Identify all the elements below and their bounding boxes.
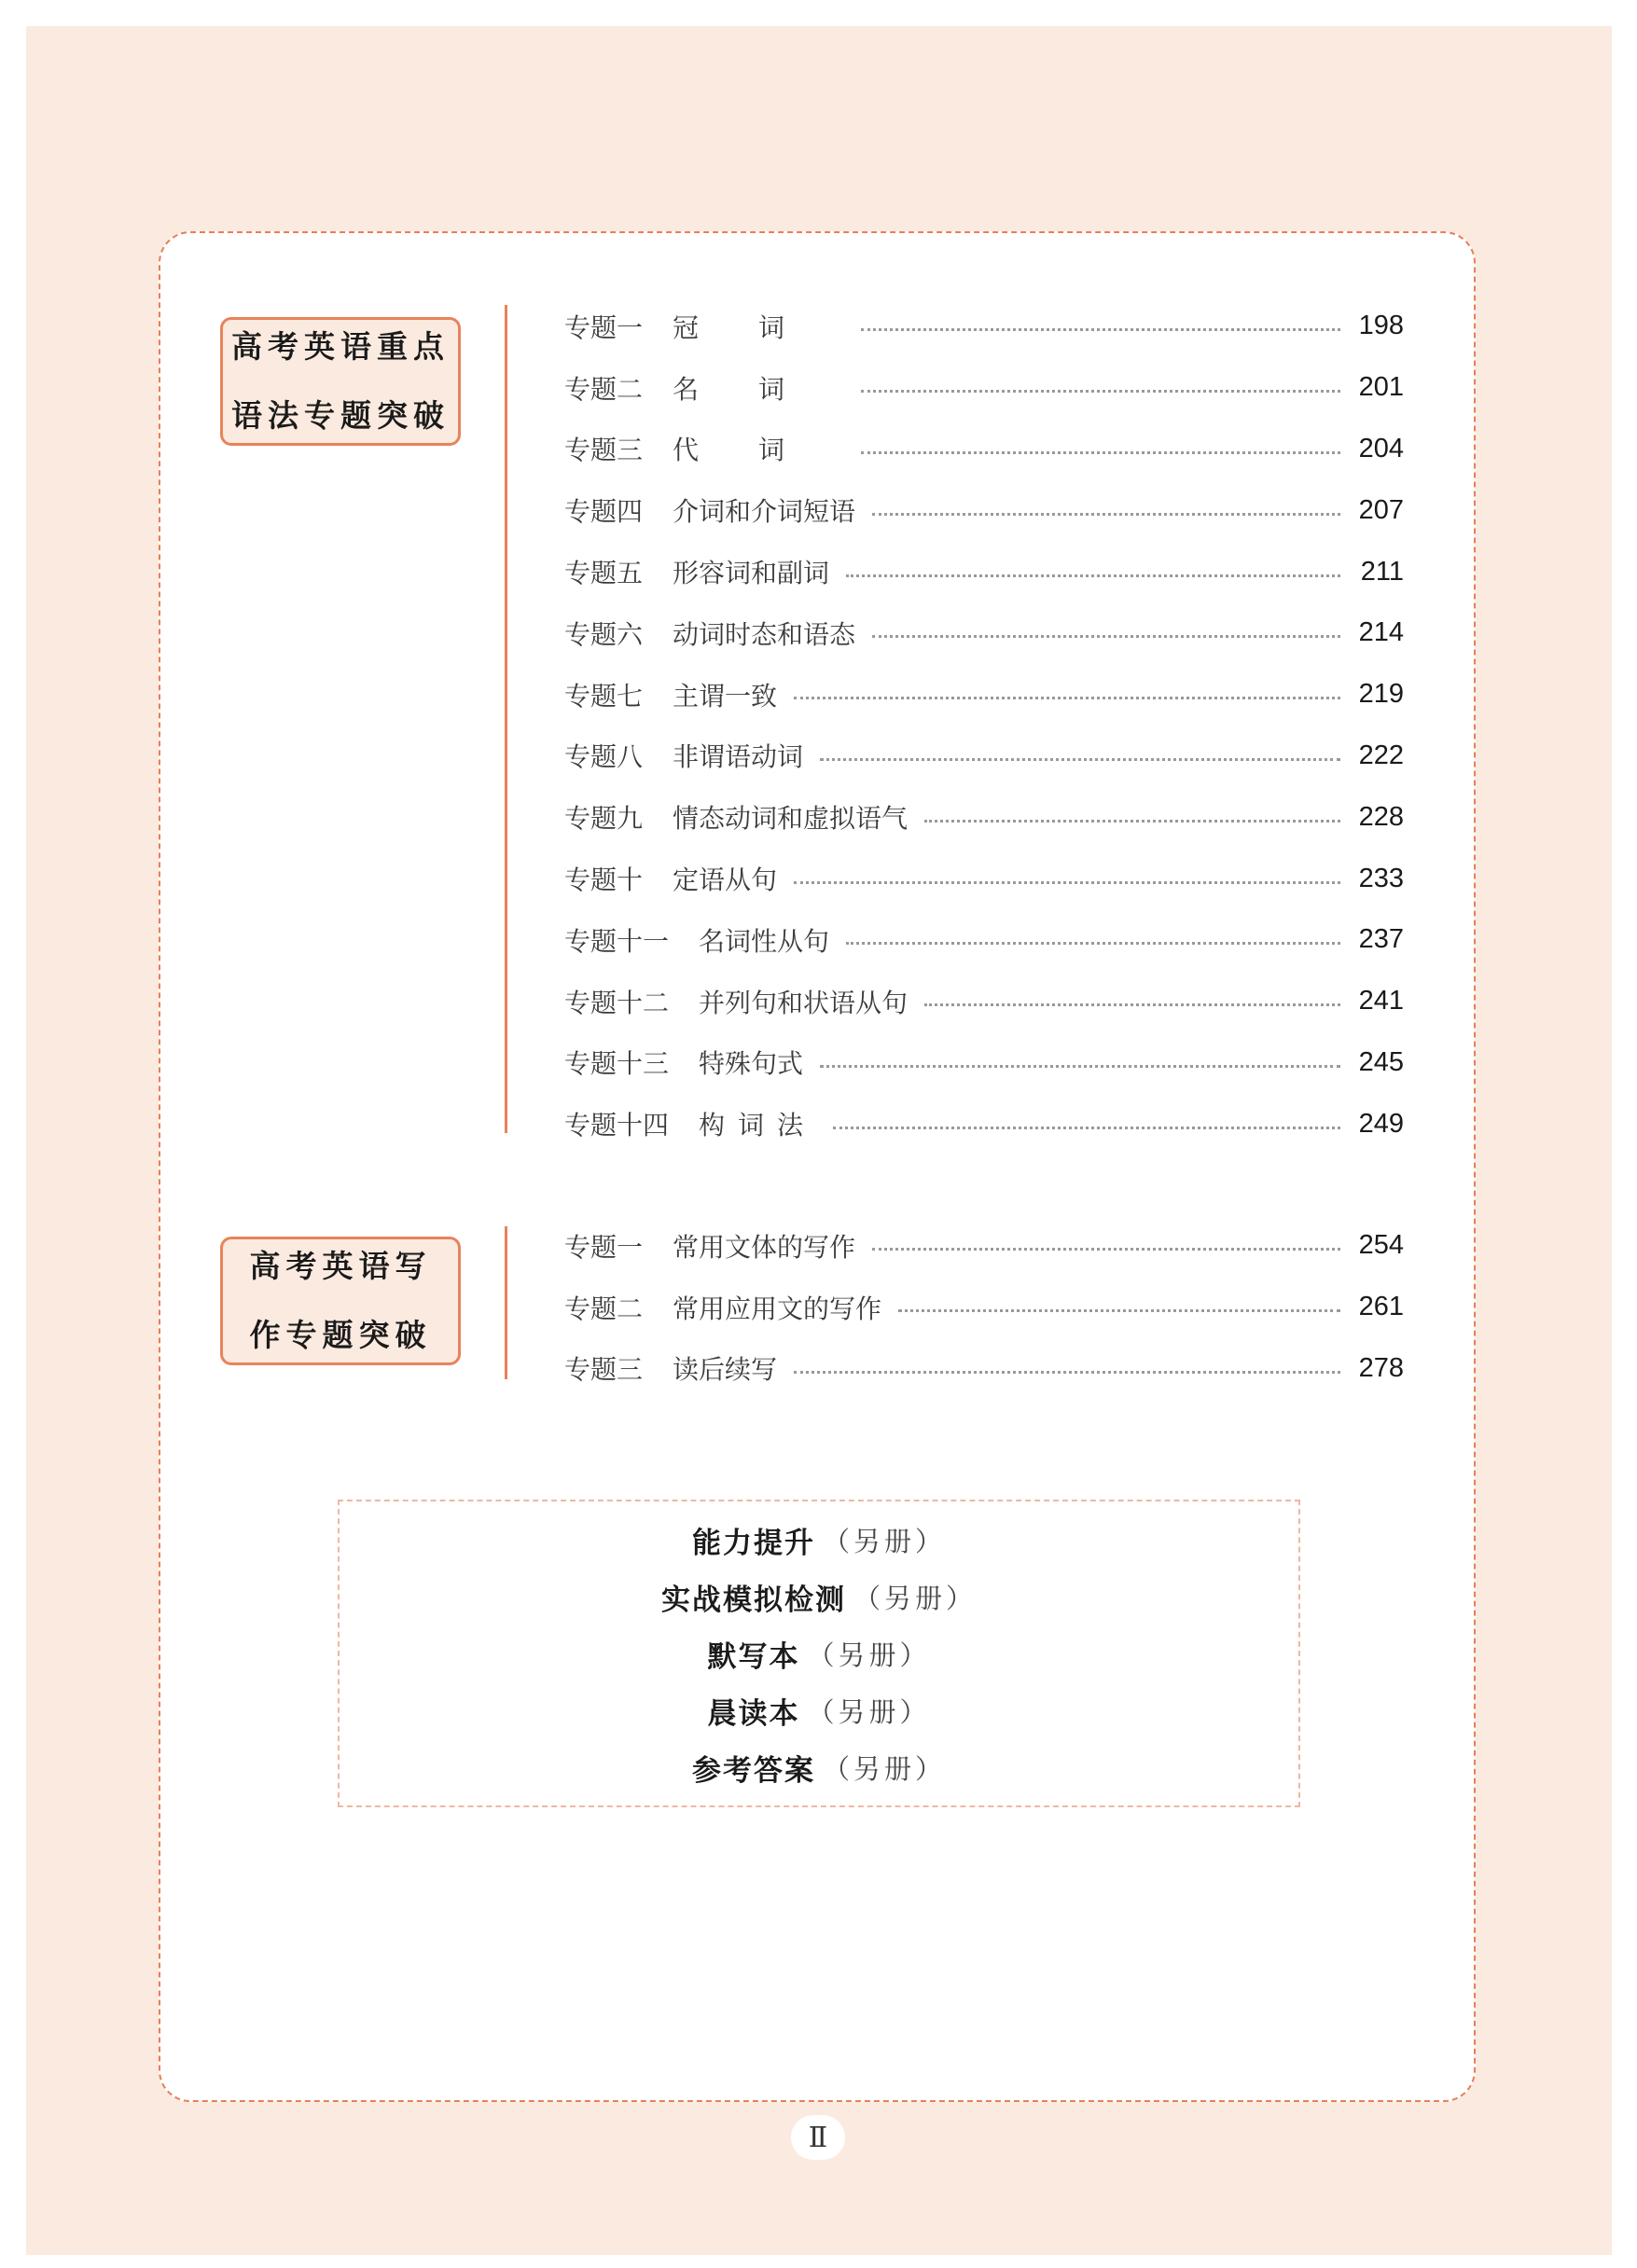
toc-item[interactable] — [564, 909, 1404, 971]
toc-topic-number: 专题三 — [564, 1354, 644, 1386]
toc-topic-number: 专题八 — [564, 741, 644, 773]
toc-list-writing — [564, 1215, 1404, 1399]
toc-page-number: 219 — [1358, 679, 1404, 710]
toc-topic-number: 专题十三 — [564, 1048, 670, 1080]
toc-dot-leader — [861, 328, 1340, 331]
toc-dot-leader — [861, 390, 1340, 393]
toc-item[interactable] — [564, 541, 1404, 602]
toc-topic-title: 构词法 — [699, 1110, 817, 1141]
toc-topic-title: 读后续写 — [673, 1354, 778, 1386]
toc-topic-title: 形容词和副词 — [673, 558, 830, 589]
supplement-title: 默写本 — [707, 1639, 800, 1674]
toc-topic-number: 专题二 — [564, 1293, 644, 1324]
toc-dot-leader — [924, 820, 1340, 823]
toc-item[interactable] — [564, 1093, 1404, 1155]
toc-dot-leader — [794, 881, 1340, 884]
toc-page-number: 201 — [1358, 372, 1404, 403]
supplement-title: 实战模拟检测 — [660, 1583, 846, 1617]
toc-dot-leader — [794, 697, 1340, 699]
section-label-grammar — [220, 317, 461, 446]
toc-page-number: 233 — [1358, 863, 1404, 893]
toc-topic-number: 专题十一 — [564, 925, 670, 957]
toc-topic-number: 专题七 — [564, 680, 644, 712]
supplement-item[interactable] — [692, 1739, 946, 1796]
toc-item[interactable] — [564, 726, 1404, 787]
toc-dot-leader — [872, 513, 1340, 516]
toc-item[interactable] — [564, 296, 1404, 357]
toc-topic-title: 情态动词和虚拟语气 — [673, 803, 909, 835]
toc-topic-title: 主谓一致 — [673, 680, 778, 712]
section-divider — [505, 1226, 507, 1379]
toc-topic-number: 专题九 — [564, 803, 644, 835]
toc-page-number: 237 — [1358, 924, 1404, 955]
toc-topic-number: 专题二 — [564, 373, 644, 405]
toc-dot-leader — [846, 574, 1340, 577]
toc-topic-title: 名词性从句 — [699, 925, 830, 957]
toc-topic-title: 并列句和状语从句 — [699, 987, 909, 1018]
toc-page-number: 254 — [1358, 1230, 1404, 1261]
toc-page-number: 261 — [1358, 1292, 1404, 1322]
toc-topic-title: 介词和介词短语 — [673, 496, 856, 528]
section-label-line: 高考英语重点 — [231, 328, 450, 365]
supplement-item[interactable] — [707, 1625, 930, 1682]
toc-dot-leader — [820, 758, 1340, 761]
toc-page-number: 207 — [1358, 494, 1404, 525]
toc-topic-title: 特殊句式 — [699, 1048, 804, 1080]
toc-list-grammar — [564, 296, 1404, 1155]
supplement-title: 参考答案 — [691, 1753, 815, 1788]
toc-topic-title: 冠词 — [673, 311, 845, 343]
toc-topic-number: 专题五 — [564, 558, 644, 589]
toc-item[interactable] — [564, 357, 1404, 419]
toc-topic-number: 专题十二 — [564, 987, 670, 1018]
toc-page-number: 222 — [1358, 740, 1404, 770]
supplement-note: （另册） — [807, 1695, 931, 1728]
toc-item[interactable] — [564, 1277, 1404, 1338]
toc-topic-title: 代词 — [673, 435, 845, 466]
toc-dot-leader — [794, 1371, 1340, 1374]
toc-dot-leader — [872, 1248, 1340, 1251]
toc-page-number: 214 — [1358, 617, 1404, 648]
toc-topic-number: 专题十四 — [564, 1110, 670, 1141]
toc-topic-title: 定语从句 — [673, 864, 778, 896]
toc-topic-number: 专题十 — [564, 864, 644, 896]
page-number: Ⅱ — [791, 2115, 845, 2160]
toc-item[interactable] — [564, 971, 1404, 1032]
toc-dot-leader — [872, 635, 1340, 638]
toc-item[interactable] — [564, 1215, 1404, 1277]
toc-topic-number: 专题三 — [564, 435, 644, 466]
supplement-box — [338, 1500, 1300, 1807]
toc-dot-leader — [924, 1003, 1340, 1006]
toc-dot-leader — [898, 1309, 1340, 1312]
toc-item[interactable] — [564, 602, 1404, 664]
toc-topic-title: 非谓语动词 — [673, 741, 804, 773]
toc-item[interactable] — [564, 786, 1404, 848]
toc-page-number: 211 — [1360, 556, 1404, 587]
section-label-writing — [220, 1237, 461, 1365]
toc-page-number: 204 — [1358, 433, 1404, 463]
toc-dot-leader — [820, 1065, 1340, 1068]
toc-item[interactable] — [564, 664, 1404, 726]
section-label-line: 高考英语写 — [249, 1248, 432, 1284]
toc-topic-title: 名词 — [673, 373, 845, 405]
supplement-title: 晨读本 — [707, 1696, 800, 1731]
supplement-item[interactable] — [692, 1512, 946, 1569]
section-divider — [505, 305, 507, 1133]
toc-topic-title: 动词时态和语态 — [673, 618, 856, 650]
toc-page-number: 278 — [1358, 1352, 1404, 1383]
supplement-item[interactable] — [707, 1682, 930, 1739]
toc-item[interactable] — [564, 1338, 1404, 1400]
toc-item[interactable] — [564, 848, 1404, 909]
toc-page-number: 198 — [1358, 311, 1404, 341]
toc-item[interactable] — [564, 1032, 1404, 1094]
toc-page-number: 249 — [1358, 1108, 1404, 1139]
toc-item[interactable] — [564, 479, 1404, 541]
toc-page-number: 245 — [1358, 1046, 1404, 1077]
toc-item[interactable] — [564, 419, 1404, 480]
toc-page-number: 241 — [1358, 986, 1404, 1016]
supplement-note: （另册） — [853, 1582, 977, 1614]
section-label-line: 作专题突破 — [249, 1317, 432, 1353]
toc-topic-title: 常用应用文的写作 — [673, 1293, 882, 1324]
supplement-title: 能力提升 — [691, 1526, 815, 1560]
supplement-item[interactable] — [661, 1569, 977, 1625]
supplement-note: （另册） — [822, 1525, 946, 1557]
toc-dot-leader — [846, 942, 1340, 945]
toc-topic-number: 专题一 — [564, 1231, 644, 1263]
toc-dot-leader — [861, 451, 1340, 454]
toc-dot-leader — [833, 1127, 1340, 1129]
toc-page-number: 228 — [1358, 801, 1404, 832]
toc-topic-number: 专题一 — [564, 311, 644, 343]
toc-topic-number: 专题六 — [564, 618, 644, 650]
toc-topic-title: 常用文体的写作 — [673, 1231, 856, 1263]
supplement-note: （另册） — [822, 1752, 946, 1785]
toc-topic-number: 专题四 — [564, 496, 644, 528]
section-label-line: 语法专题突破 — [231, 397, 450, 434]
supplement-note: （另册） — [807, 1639, 931, 1671]
